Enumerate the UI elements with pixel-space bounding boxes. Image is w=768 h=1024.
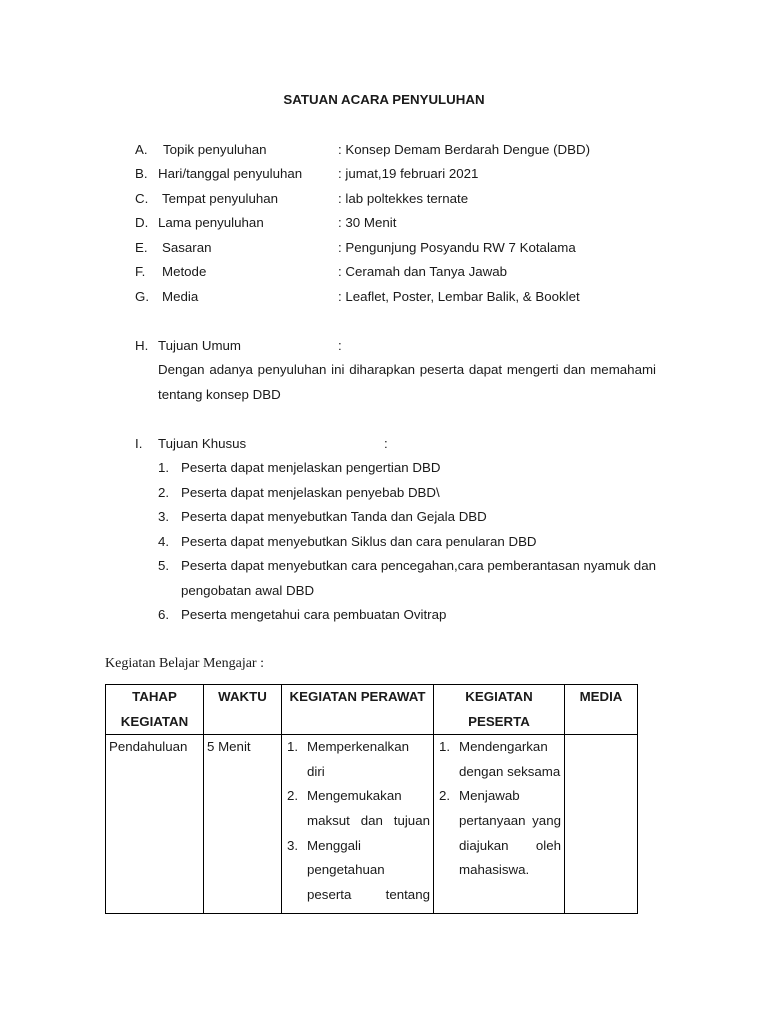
- column-header-kegiatan-perawat: KEGIATAN PERAWAT: [282, 685, 434, 735]
- info-row-metode: [0, 262, 768, 282]
- list-number: 2.: [439, 788, 451, 804]
- section-letter: I.: [135, 436, 143, 451]
- list-item: [437, 784, 561, 882]
- tujuan-umum-text: Dengan adanya penyuluhan ini diharapkan peserta dapat mengerti dan memahami tentang konsep DBD: [158, 362, 656, 402]
- table-caption: Kegiatan Belajar Mengajar :: [105, 656, 264, 671]
- info-label: Lama penyuluhan: [158, 215, 264, 230]
- info-label: Topik penyuluhan: [163, 142, 267, 157]
- column-header-waktu: WAKTU: [204, 685, 282, 735]
- info-label: Sasaran: [162, 240, 212, 255]
- list-text: Menggali pengetahuan peserta tentang: [307, 837, 430, 902]
- objective-text: Peserta dapat menjelaskan pengertian DBD: [181, 460, 441, 475]
- objective-text: Peserta dapat menjelaskan penyebab DBD\: [181, 485, 440, 500]
- table-header-row: [106, 685, 638, 735]
- cell-tahap: Pendahuluan: [106, 735, 204, 914]
- info-value: : 30 Menit: [338, 215, 397, 230]
- list-number: 1.: [287, 739, 299, 755]
- info-letter: G.: [135, 289, 150, 304]
- info-label: Hari/tanggal penyuluhan: [158, 166, 303, 181]
- list-text: Menjawab pertanyaan yang diajukan oleh mahasiswa.: [459, 788, 561, 878]
- section-letter: H.: [135, 338, 149, 353]
- cell-media: [565, 735, 638, 914]
- cell-kegiatan-perawat: [282, 735, 434, 914]
- objective-text: Peserta dapat menyebutkan Tanda dan Gejala DBD: [181, 509, 487, 524]
- info-value: : lab poltekkes ternate: [338, 191, 469, 206]
- info-label: Tempat penyuluhan: [162, 191, 279, 206]
- list-text: Mengemukakan maksut dan tujuan: [307, 788, 430, 828]
- info-value: : Leaflet, Poster, Lembar Balik, & Booklet: [338, 289, 580, 304]
- info-row-topik: [0, 140, 768, 160]
- objective-number: 3.: [158, 509, 170, 524]
- section-label: Tujuan Khusus: [158, 436, 247, 451]
- cell-waktu: 5 Menit: [204, 735, 282, 914]
- info-value: : Ceramah dan Tanya Jawab: [338, 264, 508, 279]
- list-number: 2.: [287, 788, 299, 804]
- objective-text: Peserta dapat menyebutkan Siklus dan cara penularan DBD: [181, 534, 537, 549]
- kegiatan-table: [105, 684, 638, 914]
- objective-number: 1.: [158, 460, 170, 475]
- objective-number: 5.: [158, 558, 170, 573]
- column-header-kegiatan-peserta: KEGIATAN PESERTA: [434, 685, 565, 735]
- objective-text: Peserta dapat menyebutkan cara pencegahan,cara pemberantasan nyamuk dan pengobatan awal DBD: [181, 558, 656, 598]
- info-row-sasaran: [0, 238, 768, 258]
- info-row-media: [0, 287, 768, 307]
- list-number: 1.: [439, 739, 451, 755]
- info-letter: B.: [135, 166, 148, 181]
- info-letter: C.: [135, 191, 149, 206]
- tujuan-khusus-heading: [0, 434, 768, 454]
- list-item: [285, 834, 430, 908]
- list-item: [285, 735, 430, 784]
- info-value: : Konsep Demam Berdarah Dengue (DBD): [338, 142, 591, 157]
- tujuan-umum-heading: [0, 336, 768, 356]
- objective-number: 4.: [158, 534, 170, 549]
- list-text: Mendengarkan dengan seksama: [459, 739, 561, 779]
- info-label: Metode: [162, 264, 207, 279]
- list-item: [285, 784, 430, 833]
- section-colon: :: [338, 338, 342, 353]
- info-value: : Pengunjung Posyandu RW 7 Kotalama: [338, 240, 576, 255]
- section-label: Tujuan Umum: [158, 338, 242, 353]
- objective-text: Peserta mengetahui cara pembuatan Ovitrap: [181, 607, 447, 622]
- list-number: 3.: [287, 837, 299, 853]
- info-value: : jumat,19 februari 2021: [338, 166, 479, 181]
- info-row-lama: [0, 213, 768, 233]
- list-item: [437, 735, 561, 784]
- table-row: [106, 735, 638, 914]
- info-letter: A.: [135, 142, 148, 157]
- cell-kegiatan-peserta: [434, 735, 565, 914]
- column-header-tahap: TAHAP KEGIATAN: [106, 685, 204, 735]
- info-letter: D.: [135, 215, 149, 230]
- column-header-media: MEDIA: [565, 685, 638, 735]
- objective-number: 2.: [158, 485, 170, 500]
- info-row-tempat: [0, 189, 768, 209]
- list-text: Memperkenalkan diri: [307, 739, 409, 779]
- objective-number: 6.: [158, 607, 170, 622]
- info-letter: E.: [135, 240, 148, 255]
- info-label: Media: [162, 289, 199, 304]
- document-title: SATUAN ACARA PENYULUHAN: [283, 92, 485, 107]
- info-row-hari-tanggal: [0, 164, 768, 184]
- section-colon: :: [384, 436, 388, 451]
- info-letter: F.: [135, 264, 146, 279]
